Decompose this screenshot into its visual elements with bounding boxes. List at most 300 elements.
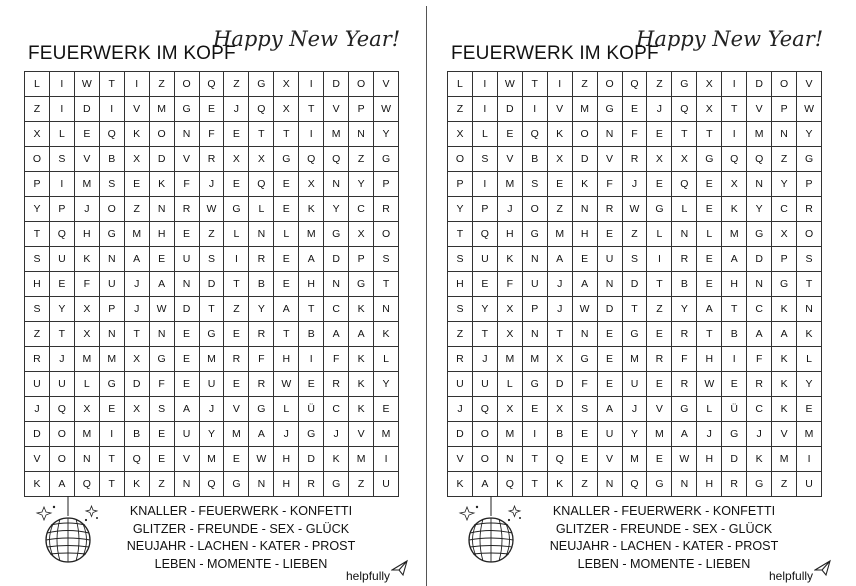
grid-cell: J — [200, 172, 225, 197]
grid-cell: Z — [573, 72, 598, 97]
grid-cell: E — [150, 247, 175, 272]
grid-cell: T — [623, 297, 648, 322]
grid-cell: O — [473, 447, 498, 472]
grid-cell: G — [772, 272, 797, 297]
grid-cell: V — [598, 447, 623, 472]
word-list — [76, 503, 406, 573]
grid-cell: U — [473, 372, 498, 397]
grid-cell: E — [175, 372, 200, 397]
grid-cell: J — [324, 422, 349, 447]
grid-cell: W — [697, 372, 722, 397]
grid-cell: L — [797, 347, 822, 372]
grid-cell: L — [374, 347, 399, 372]
grid-cell: Y — [324, 197, 349, 222]
grid-cell: T — [523, 72, 548, 97]
word-list-line: GLITZER - FREUNDE - SEX - GLÜCK — [132, 521, 350, 536]
grid-cell: V — [598, 147, 623, 172]
grid-cell: K — [772, 397, 797, 422]
grid-cell: K — [772, 372, 797, 397]
grid-cell: I — [473, 97, 498, 122]
grid-cell: S — [573, 397, 598, 422]
grid-cell: T — [797, 272, 822, 297]
grid-cell: M — [200, 347, 225, 372]
grid-cell: A — [573, 272, 598, 297]
grid-cell: S — [523, 172, 548, 197]
letter-grid — [24, 71, 399, 497]
grid-cell: J — [274, 422, 299, 447]
grid-cell: J — [747, 422, 772, 447]
grid-cell: G — [150, 347, 175, 372]
grid-cell: G — [249, 72, 274, 97]
grid-cell: E — [274, 272, 299, 297]
grid-cell: T — [548, 322, 573, 347]
grid-cell: X — [274, 72, 299, 97]
grid-cell: R — [623, 147, 648, 172]
grid-cell: E — [573, 422, 598, 447]
grid-cell: R — [25, 347, 50, 372]
grid-cell: I — [374, 447, 399, 472]
grid-cell: L — [697, 222, 722, 247]
grid-cell: T — [722, 297, 747, 322]
grid-cell: M — [75, 422, 100, 447]
grid-cell: P — [349, 247, 374, 272]
grid-cell: Q — [722, 147, 747, 172]
grid-cell: E — [125, 172, 150, 197]
grid-cell: V — [175, 447, 200, 472]
grid-cell: N — [772, 122, 797, 147]
grid-cell: S — [200, 247, 225, 272]
grid-cell: M — [349, 447, 374, 472]
grid-cell: Q — [249, 97, 274, 122]
grid-cell: I — [647, 247, 672, 272]
grid-cell: Y — [797, 122, 822, 147]
grid-cell: J — [498, 197, 523, 222]
grid-cell: G — [224, 472, 249, 497]
grid-cell: Q — [50, 397, 75, 422]
grid-cell: K — [772, 297, 797, 322]
grid-cell: O — [175, 72, 200, 97]
grid-cell: Y — [50, 297, 75, 322]
grid-cell: Q — [473, 397, 498, 422]
grid-cell: G — [523, 372, 548, 397]
grid-cell: A — [50, 472, 75, 497]
grid-cell: T — [274, 122, 299, 147]
grid-cell: X — [75, 397, 100, 422]
grid-cell: N — [249, 472, 274, 497]
grid-cell: X — [697, 72, 722, 97]
grid-cell: I — [299, 122, 324, 147]
grid-cell: F — [747, 347, 772, 372]
grid-cell: D — [200, 272, 225, 297]
grid-cell: M — [498, 422, 523, 447]
grid-cell: T — [473, 322, 498, 347]
grid-cell: G — [573, 347, 598, 372]
grid-cell: O — [374, 222, 399, 247]
grid-cell: R — [797, 197, 822, 222]
grid-cell: X — [75, 297, 100, 322]
grid-cell: H — [722, 272, 747, 297]
grid-cell: M — [498, 347, 523, 372]
grid-cell: O — [598, 72, 623, 97]
grid-cell: C — [747, 297, 772, 322]
happy-new-year-script: Happy New Year! — [636, 27, 824, 51]
grid-cell: A — [349, 322, 374, 347]
grid-cell: G — [598, 97, 623, 122]
grid-cell: A — [598, 397, 623, 422]
grid-cell: T — [224, 272, 249, 297]
grid-cell: K — [747, 447, 772, 472]
grid-cell: R — [249, 322, 274, 347]
grid-cell: G — [249, 397, 274, 422]
grid-cell: V — [175, 147, 200, 172]
grid-cell: D — [75, 97, 100, 122]
grid-cell: J — [548, 297, 573, 322]
grid-cell: X — [125, 147, 150, 172]
grid-cell: Q — [100, 122, 125, 147]
grid-cell: T — [448, 222, 473, 247]
grid-cell: C — [772, 197, 797, 222]
grid-cell: O — [150, 122, 175, 147]
grid-cell: R — [747, 372, 772, 397]
grid-cell: M — [573, 97, 598, 122]
grid-cell: Z — [623, 222, 648, 247]
grid-cell: Q — [249, 172, 274, 197]
grid-cell: N — [573, 197, 598, 222]
grid-cell: Z — [448, 97, 473, 122]
grid-cell: M — [224, 422, 249, 447]
word-list — [499, 503, 829, 573]
grid-cell: G — [523, 222, 548, 247]
grid-cell: Q — [75, 472, 100, 497]
grid-cell: R — [647, 347, 672, 372]
grid-cell: M — [150, 97, 175, 122]
grid-cell: M — [200, 447, 225, 472]
grid-cell: M — [548, 222, 573, 247]
grid-cell: E — [224, 322, 249, 347]
grid-cell: N — [598, 272, 623, 297]
grid-cell: E — [498, 122, 523, 147]
grid-cell: G — [324, 222, 349, 247]
grid-cell: I — [100, 97, 125, 122]
page-divider — [426, 6, 427, 586]
grid-cell: X — [448, 122, 473, 147]
grid-cell: Z — [150, 472, 175, 497]
grid-cell: T — [274, 322, 299, 347]
grid-cell: T — [200, 297, 225, 322]
grid-cell: M — [722, 222, 747, 247]
grid-cell: U — [797, 472, 822, 497]
grid-cell: L — [249, 197, 274, 222]
grid-cell: I — [473, 72, 498, 97]
grid-cell: H — [274, 472, 299, 497]
grid-cell: K — [573, 172, 598, 197]
grid-cell: R — [374, 197, 399, 222]
grid-cell: J — [125, 272, 150, 297]
grid-cell: R — [224, 347, 249, 372]
grid-cell: T — [647, 272, 672, 297]
grid-cell: E — [175, 322, 200, 347]
grid-cell: N — [672, 222, 697, 247]
grid-cell: C — [324, 397, 349, 422]
grid-cell: J — [697, 422, 722, 447]
grid-cell: W — [672, 447, 697, 472]
grid-cell: Y — [249, 297, 274, 322]
grid-cell: E — [697, 272, 722, 297]
grid-cell: H — [299, 272, 324, 297]
grid-cell: A — [473, 472, 498, 497]
grid-cell: G — [747, 472, 772, 497]
grid-cell: K — [299, 197, 324, 222]
grid-cell: R — [672, 247, 697, 272]
grid-cell: E — [647, 322, 672, 347]
grid-cell: T — [299, 97, 324, 122]
grid-cell: I — [722, 347, 747, 372]
grid-cell: U — [623, 372, 648, 397]
grid-cell: W — [274, 372, 299, 397]
grid-cell: Q — [324, 147, 349, 172]
grid-cell: L — [25, 72, 50, 97]
grid-cell: Ü — [722, 397, 747, 422]
grid-cell: E — [274, 172, 299, 197]
grid-cell: P — [100, 297, 125, 322]
grid-cell: F — [324, 347, 349, 372]
grid-cell: M — [75, 172, 100, 197]
grid-cell: U — [523, 272, 548, 297]
grid-cell: G — [200, 322, 225, 347]
grid-cell: Y — [797, 372, 822, 397]
grid-cell: I — [473, 172, 498, 197]
grid-cell: M — [623, 447, 648, 472]
grid-cell: O — [523, 197, 548, 222]
grid-cell: F — [598, 172, 623, 197]
grid-cell: S — [374, 247, 399, 272]
grid-cell: U — [598, 422, 623, 447]
grid-cell: E — [473, 272, 498, 297]
grid-cell: J — [125, 297, 150, 322]
grid-cell: Y — [473, 297, 498, 322]
grid-cell: A — [548, 247, 573, 272]
grid-cell: Q — [473, 222, 498, 247]
grid-cell: I — [523, 422, 548, 447]
grid-cell: L — [274, 222, 299, 247]
grid-cell: Q — [523, 122, 548, 147]
grid-cell: I — [797, 447, 822, 472]
grid-cell: A — [747, 322, 772, 347]
grid-cell: B — [249, 272, 274, 297]
grid-cell: E — [175, 222, 200, 247]
grid-cell: N — [374, 297, 399, 322]
grid-cell: R — [598, 197, 623, 222]
grid-cell: K — [498, 247, 523, 272]
grid-cell: C — [349, 197, 374, 222]
grid-cell: V — [797, 72, 822, 97]
grid-cell: H — [25, 272, 50, 297]
grid-cell: A — [299, 247, 324, 272]
grid-cell: C — [747, 397, 772, 422]
grid-cell: W — [623, 197, 648, 222]
grid-cell: Z — [772, 472, 797, 497]
grid-cell: S — [100, 172, 125, 197]
grid-cell: V — [772, 422, 797, 447]
grid-cell: H — [448, 272, 473, 297]
grid-cell: I — [50, 172, 75, 197]
brand-logo-text: helpfully — [769, 569, 814, 583]
grid-cell: L — [647, 222, 672, 247]
word-list-line: LEBEN - MOMENTE - LIEBEN — [154, 556, 328, 571]
grid-cell: T — [100, 447, 125, 472]
paper-plane-icon — [814, 559, 832, 577]
grid-cell: O — [50, 447, 75, 472]
grid-cell: D — [623, 272, 648, 297]
grid-cell: X — [498, 322, 523, 347]
grid-cell: Y — [374, 372, 399, 397]
grid-cell: U — [25, 372, 50, 397]
grid-cell: P — [50, 197, 75, 222]
grid-cell: S — [25, 247, 50, 272]
grid-cell: R — [200, 147, 225, 172]
grid-cell: X — [249, 147, 274, 172]
grid-cell: T — [374, 272, 399, 297]
grid-cell: R — [299, 472, 324, 497]
grid-cell: E — [647, 172, 672, 197]
grid-cell: Z — [448, 322, 473, 347]
grid-cell: N — [324, 172, 349, 197]
grid-cell: M — [100, 347, 125, 372]
grid-cell: Z — [772, 147, 797, 172]
grid-cell: J — [25, 397, 50, 422]
grid-cell: G — [224, 197, 249, 222]
grid-cell: E — [274, 197, 299, 222]
grid-cell: M — [772, 447, 797, 472]
grid-cell: N — [573, 322, 598, 347]
grid-cell: S — [448, 247, 473, 272]
grid-cell: P — [374, 172, 399, 197]
grid-cell: E — [374, 397, 399, 422]
grid-cell: I — [299, 347, 324, 372]
grid-cell: Ü — [299, 397, 324, 422]
grid-cell: Y — [448, 197, 473, 222]
grid-cell: I — [125, 72, 150, 97]
grid-cell: E — [598, 322, 623, 347]
grid-cell: X — [274, 97, 299, 122]
grid-cell: Z — [573, 472, 598, 497]
grid-cell: M — [747, 122, 772, 147]
grid-cell: U — [448, 372, 473, 397]
grid-cell: N — [523, 322, 548, 347]
grid-cell: P — [772, 97, 797, 122]
grid-cell: G — [100, 222, 125, 247]
grid-cell: M — [324, 122, 349, 147]
grid-cell: X — [125, 397, 150, 422]
grid-cell: E — [598, 222, 623, 247]
grid-cell: D — [598, 297, 623, 322]
grid-cell: O — [25, 147, 50, 172]
grid-cell: P — [25, 172, 50, 197]
grid-cell: N — [100, 247, 125, 272]
grid-cell: N — [75, 447, 100, 472]
grid-cell: H — [697, 347, 722, 372]
grid-cell: F — [498, 272, 523, 297]
grid-cell: K — [349, 372, 374, 397]
grid-cell: E — [647, 122, 672, 147]
grid-cell: Q — [498, 472, 523, 497]
grid-cell: Q — [200, 472, 225, 497]
grid-cell: H — [274, 447, 299, 472]
grid-cell: E — [224, 172, 249, 197]
grid-cell: E — [224, 447, 249, 472]
grid-cell: N — [150, 197, 175, 222]
grid-cell: X — [349, 222, 374, 247]
grid-cell: E — [224, 372, 249, 397]
grid-cell: G — [349, 272, 374, 297]
grid-cell: H — [498, 222, 523, 247]
grid-cell: Z — [349, 147, 374, 172]
grid-cell: Z — [224, 72, 249, 97]
grid-cell: E — [75, 122, 100, 147]
grid-cell: K — [150, 172, 175, 197]
grid-cell: B — [672, 272, 697, 297]
grid-cell: F — [200, 122, 225, 147]
grid-cell: Q — [50, 222, 75, 247]
grid-cell: F — [249, 347, 274, 372]
grid-cell: E — [224, 122, 249, 147]
grid-cell: V — [548, 97, 573, 122]
grid-cell: B — [722, 322, 747, 347]
grid-cell: S — [25, 297, 50, 322]
paper-plane-icon — [391, 559, 409, 577]
grid-cell: K — [75, 247, 100, 272]
grid-cell: K — [722, 197, 747, 222]
grid-cell: F — [623, 122, 648, 147]
word-list-line: KNALLER - FEUERWERK - KONFETTI — [129, 504, 353, 518]
grid-cell: V — [349, 422, 374, 447]
grid-cell: V — [324, 97, 349, 122]
grid-cell: A — [150, 272, 175, 297]
grid-cell: Q — [623, 72, 648, 97]
grid-cell: O — [797, 222, 822, 247]
grid-cell: W — [249, 447, 274, 472]
grid-cell: Q — [200, 72, 225, 97]
brand-logo-text: helpfully — [346, 569, 391, 583]
grid-cell: T — [299, 297, 324, 322]
grid-cell: L — [448, 72, 473, 97]
grid-cell: M — [75, 347, 100, 372]
grid-cell: D — [175, 297, 200, 322]
grid-cell: L — [672, 197, 697, 222]
grid-cell: V — [498, 147, 523, 172]
grid-cell: E — [697, 247, 722, 272]
grid-cell: A — [249, 422, 274, 447]
grid-cell: J — [224, 97, 249, 122]
grid-cell: R — [249, 247, 274, 272]
grid-cell: U — [473, 247, 498, 272]
grid-cell: M — [623, 347, 648, 372]
grid-cell: K — [448, 472, 473, 497]
grid-cell: T — [523, 447, 548, 472]
grid-cell: T — [25, 222, 50, 247]
grid-cell: N — [249, 222, 274, 247]
grid-cell: X — [548, 347, 573, 372]
grid-cell: S — [150, 397, 175, 422]
grid-cell: H — [150, 222, 175, 247]
grid-cell: X — [224, 147, 249, 172]
grid-cell: Z — [150, 72, 175, 97]
grid-cell: T — [523, 472, 548, 497]
grid-cell: R — [672, 322, 697, 347]
grid-cell: V — [374, 72, 399, 97]
happy-new-year-script: Happy New Year! — [213, 27, 401, 51]
grid-cell: F — [175, 172, 200, 197]
